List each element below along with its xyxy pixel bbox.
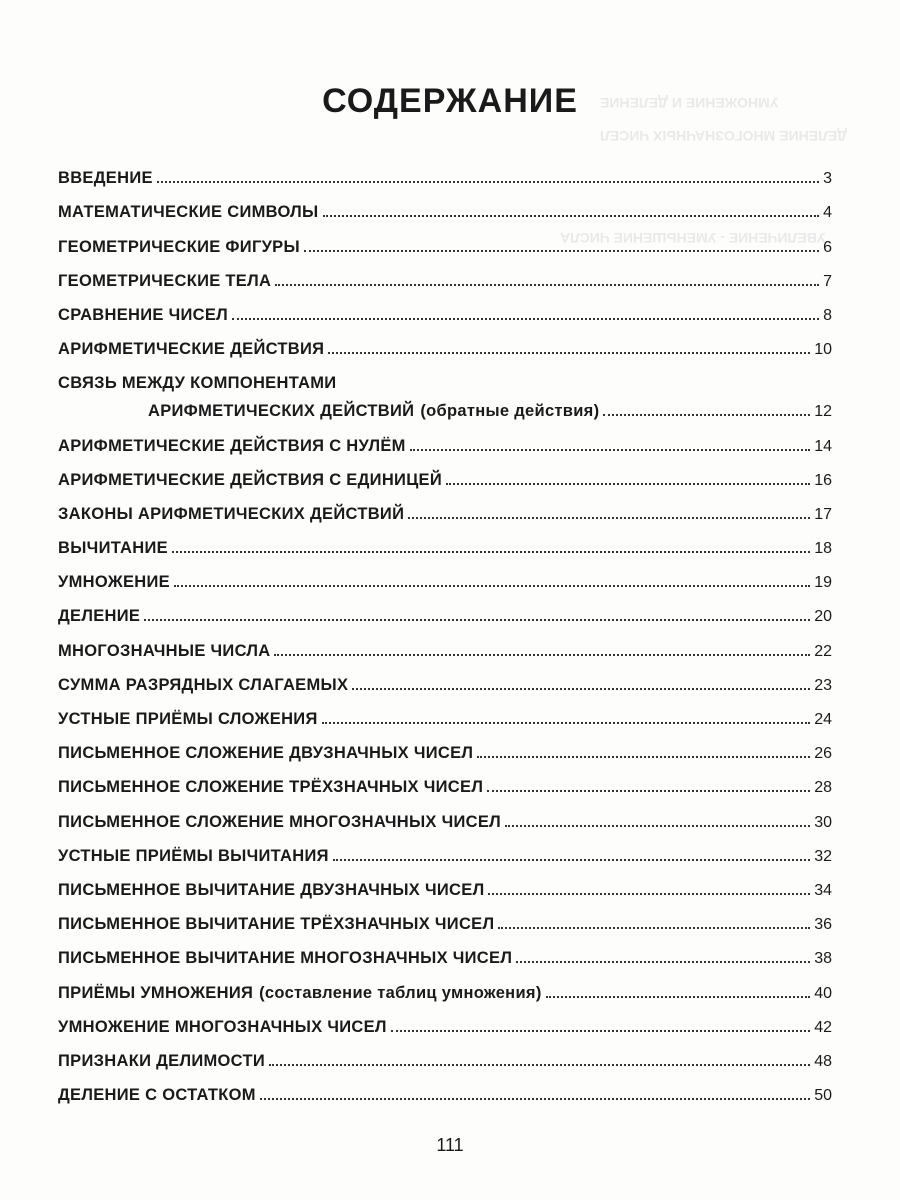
page-number: 111 xyxy=(436,1135,464,1155)
bleed-through-text: УВЕЛИЧЕНИЕ - УМЕНЬШЕНИЕ ЧИСЛА xyxy=(560,230,826,246)
toc-entry-page: 18 xyxy=(814,540,832,558)
toc-entry xyxy=(58,592,832,626)
toc-entry xyxy=(58,456,832,490)
toc-entry-page: 7 xyxy=(823,272,832,290)
toc-entry xyxy=(58,934,832,968)
toc-entry-page: 17 xyxy=(814,505,832,523)
toc-entry-page: 16 xyxy=(814,471,832,489)
dot-leader xyxy=(328,352,810,354)
dot-leader xyxy=(408,517,810,519)
toc-entry-label: ПИСЬМЕННОЕ ВЫЧИТАНИЕ МНОГОЗНАЧНЫХ ЧИСЕЛ xyxy=(58,949,513,968)
toc-entry-label: ДЕЛЕНИЕ xyxy=(58,607,141,626)
toc-entry-continuation xyxy=(58,393,832,421)
toc-entry xyxy=(58,626,832,660)
dot-leader xyxy=(505,825,810,827)
toc-entry-label: МАТЕМАТИЧЕСКИЕ СИМВОЛЫ xyxy=(58,203,319,222)
toc-entry-label: ПРИЗНАКИ ДЕЛИМОСТИ xyxy=(58,1051,266,1070)
dot-leader xyxy=(144,619,810,621)
toc-entry-page: 36 xyxy=(814,916,832,934)
toc-entry-label: ПИСЬМЕННОЕ ВЫЧИТАНИЕ ТРЁХЗНАЧНЫХ ЧИСЕЛ xyxy=(58,915,495,934)
toc-entry-label: ГЕОМЕТРИЧЕСКИЕ ТЕЛА xyxy=(58,271,272,290)
toc-entry-page: 3 xyxy=(823,170,832,188)
toc-entry-page: 14 xyxy=(814,437,832,455)
toc-entry-label: УМНОЖЕНИЕ МНОГОЗНАЧНЫХ ЧИСЕЛ xyxy=(58,1017,387,1036)
toc-entry-page: 4 xyxy=(823,204,832,222)
dot-leader xyxy=(260,1098,810,1100)
toc-entry xyxy=(58,421,832,455)
dot-leader xyxy=(477,756,810,758)
dot-leader xyxy=(232,318,819,320)
toc-entry xyxy=(58,866,832,900)
dot-leader xyxy=(304,250,819,252)
dot-leader xyxy=(274,654,810,656)
toc-entry-page: 48 xyxy=(814,1052,832,1070)
dot-leader xyxy=(410,449,810,451)
dot-leader xyxy=(172,551,810,553)
toc-entry-label: МНОГОЗНАЧНЫЕ ЧИСЛА xyxy=(58,641,271,660)
bleed-through-text: УМНОЖЕНИЕ И ДЕЛЕНИЕ xyxy=(600,95,779,111)
toc-entry-page: 6 xyxy=(823,238,832,256)
toc-entry-label: ВВЕДЕНИЕ xyxy=(58,169,153,188)
toc-entry-page: 30 xyxy=(814,813,832,831)
toc-entry-label: СВЯЗЬ МЕЖДУ КОМПОНЕНТАМИ xyxy=(58,374,337,393)
toc-entry-page: 32 xyxy=(814,847,832,865)
toc-entry-label: ЗАКОНЫ АРИФМЕТИЧЕСКИХ ДЕЙСТВИЙ xyxy=(58,504,405,523)
toc-entry-label: ПИСЬМЕННОЕ СЛОЖЕНИЕ ТРЁХЗНАЧНЫХ ЧИСЕЛ xyxy=(58,778,484,797)
toc-entry-page: 12 xyxy=(814,403,832,421)
dot-leader xyxy=(446,483,810,485)
toc-entry-label: ПИСЬМЕННОЕ СЛОЖЕНИЕ ДВУЗНАЧНЫХ ЧИСЕЛ xyxy=(58,744,474,763)
toc-entry-page: 34 xyxy=(814,881,832,899)
toc-entry-page: 50 xyxy=(814,1087,832,1105)
toc-entry-page: 28 xyxy=(814,779,832,797)
toc-entry-label: АРИФМЕТИЧЕСКИЕ ДЕЙСТВИЯ С ЕДИНИЦЕЙ xyxy=(58,470,443,489)
dot-leader xyxy=(323,215,820,217)
toc-entry-page: 23 xyxy=(814,676,832,694)
toc-entry-label: ПРИЁМЫ УМНОЖЕНИЯ xyxy=(58,983,254,1002)
toc-entry-page: 24 xyxy=(814,711,832,728)
dot-leader xyxy=(487,790,810,792)
toc-entry-label: ВЫЧИТАНИЕ xyxy=(58,539,168,558)
toc-entry-page: 40 xyxy=(814,984,832,1002)
toc-entry-label: ПИСЬМЕННОЕ СЛОЖЕНИЕ МНОГОЗНАЧНЫХ ЧИСЕЛ xyxy=(58,812,502,831)
toc-entry-page: 38 xyxy=(814,950,832,968)
toc-entry xyxy=(58,695,832,729)
toc-entry-label: УМНОЖЕНИЕ xyxy=(58,573,170,592)
toc-entry xyxy=(58,1071,832,1105)
dot-leader xyxy=(269,1064,810,1066)
bleed-through-text: ДЕЛЕНИЕ МНОГОЗНАЧНЫХ ЧИСЕЛ xyxy=(600,128,848,144)
dot-leader xyxy=(516,961,810,963)
dot-leader xyxy=(157,181,819,183)
dot-leader xyxy=(333,859,810,861)
toc-entry-label: СУММА РАЗРЯДНЫХ СЛАГАЕМЫХ xyxy=(58,675,349,694)
dot-leader xyxy=(498,927,810,929)
toc-entry-label: ПИСЬМЕННОЕ ВЫЧИТАНИЕ ДВУЗНАЧНЫХ ЧИСЕЛ xyxy=(58,880,485,899)
dot-leader xyxy=(275,284,819,286)
table-of-contents xyxy=(58,154,832,1105)
toc-entry-page: 22 xyxy=(814,642,832,660)
toc-entry xyxy=(58,291,832,325)
toc-entry-page: 42 xyxy=(814,1018,832,1036)
toc-entry xyxy=(58,359,832,393)
toc-entry-page: 26 xyxy=(814,745,832,763)
toc-entry-page: 8 xyxy=(823,306,832,324)
toc-entry-label: СРАВНЕНИЕ ЧИСЕЛ xyxy=(58,305,229,324)
toc-entry-label: УСТНЫЕ ПРИЁМЫ СЛОЖЕНИЯ xyxy=(58,710,318,728)
toc-entry-note: (обратные действия) xyxy=(420,402,600,421)
toc-entry xyxy=(58,154,832,188)
toc-entry xyxy=(58,797,832,831)
toc-entry xyxy=(58,661,832,695)
toc-entry xyxy=(58,222,832,256)
toc-entry xyxy=(58,257,832,291)
toc-entry xyxy=(58,1037,832,1071)
toc-entry xyxy=(58,524,832,558)
toc-entry xyxy=(58,558,832,592)
dot-leader xyxy=(603,414,810,416)
dot-leader xyxy=(488,893,810,895)
toc-entry-page: 10 xyxy=(814,341,832,359)
toc-entry-label: ГЕОМЕТРИЧЕСКИЕ ФИГУРЫ xyxy=(58,237,300,256)
toc-entry xyxy=(58,188,832,222)
toc-entry-label: УСТНЫЕ ПРИЁМЫ ВЫЧИТАНИЯ xyxy=(58,846,329,865)
dot-leader xyxy=(546,996,811,998)
dot-leader xyxy=(352,688,810,690)
toc-entry-label: АРИФМЕТИЧЕСКИЕ ДЕЙСТВИЯ С НУЛЁМ xyxy=(58,436,406,455)
toc-entry xyxy=(58,729,832,763)
toc-entry-label-continued: АРИФМЕТИЧЕСКИХ ДЕЙСТВИЙ xyxy=(148,402,415,421)
dot-leader xyxy=(174,585,810,587)
toc-entry xyxy=(58,968,832,1002)
toc-entry xyxy=(58,490,832,524)
dot-leader xyxy=(322,722,811,724)
toc-entry-page: 19 xyxy=(814,574,832,592)
dot-leader xyxy=(391,1030,810,1032)
toc-entry-label: АРИФМЕТИЧЕСКИЕ ДЕЙСТВИЯ xyxy=(58,340,325,359)
toc-entry xyxy=(58,763,832,797)
toc-entry xyxy=(58,900,832,934)
toc-entry xyxy=(58,1003,832,1037)
toc-entry xyxy=(58,832,832,866)
toc-entry-page: 20 xyxy=(814,608,832,626)
toc-entry-label: ДЕЛЕНИЕ С ОСТАТКОМ xyxy=(58,1086,256,1105)
toc-entry-note: (составление таблиц умножения) xyxy=(259,983,542,1002)
page-title: СОДЕРЖАНИЕ xyxy=(322,82,578,120)
toc-entry xyxy=(58,325,832,359)
